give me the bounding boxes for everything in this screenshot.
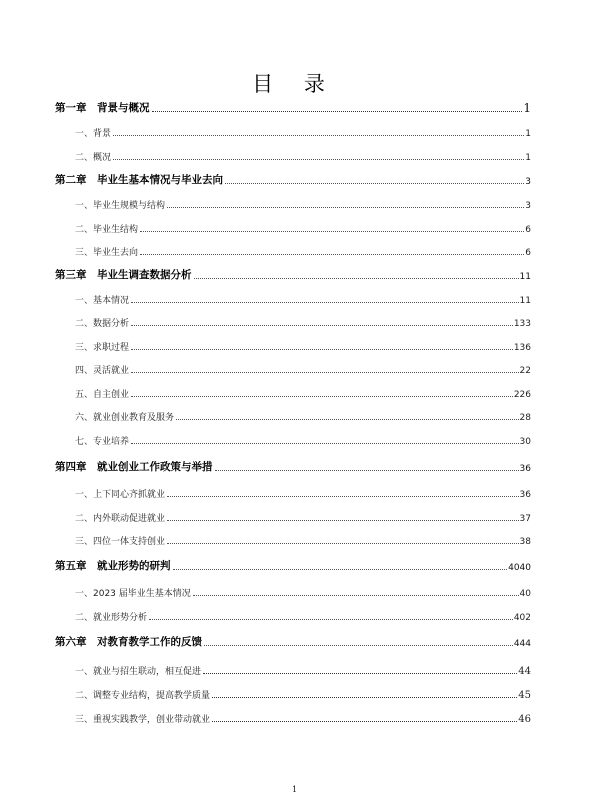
dot-leader — [131, 349, 513, 350]
dot-leader — [131, 372, 519, 373]
toc-entry-page: 45 — [518, 690, 531, 701]
toc-entry-section[interactable] — [0, 687, 589, 701]
toc-title: 目 录 — [252, 72, 337, 96]
dot-leader — [113, 159, 524, 160]
dot-leader — [204, 645, 513, 646]
toc-entry-page: 1 — [525, 129, 531, 139]
toc-entry-section[interactable] — [0, 315, 589, 329]
toc-entry-section[interactable] — [0, 292, 589, 306]
toc-entry-page: 37 — [519, 514, 531, 524]
dot-leader — [113, 135, 524, 136]
dot-leader — [131, 302, 519, 303]
toc-entry-page: 6 — [525, 248, 531, 258]
toc-entry-page: 402 — [513, 613, 531, 623]
toc-entry-text: 一、上下同心齐抓就业 — [75, 490, 166, 500]
toc-entry-page: 38 — [519, 537, 531, 547]
toc-entry-page: 4040 — [508, 563, 531, 573]
toc-entry-text: 六、就业创业教育及服务 — [75, 413, 175, 423]
toc-entry-page: 44 — [518, 666, 531, 677]
toc-entry-text: 第六章 对教育教学工作的反馈 — [55, 636, 202, 648]
toc-entry-section[interactable] — [0, 125, 589, 139]
toc-entry-text: 一、就业与招生联动，相互促进 — [75, 667, 202, 677]
toc-entry-text: 二、就业形势分析 — [75, 613, 148, 623]
dot-leader — [193, 595, 519, 596]
dot-leader — [167, 520, 519, 521]
toc-entry-text: 四、灵活就业 — [75, 366, 130, 376]
toc-entry-section[interactable] — [0, 409, 589, 423]
toc-entry-page: 28 — [519, 413, 531, 423]
dot-leader — [225, 183, 524, 184]
toc-entry-chapter-6[interactable] — [0, 635, 589, 649]
dot-leader — [194, 278, 519, 279]
toc-entry-chapter-1[interactable] — [0, 101, 589, 115]
toc-entry-text: 二、数据分析 — [75, 319, 130, 329]
toc-entry-text: 第一章 背景与概况 — [55, 102, 150, 114]
toc-entry-section[interactable] — [0, 609, 589, 623]
toc-entry-text: 二、内外联动促进就业 — [75, 514, 166, 524]
toc-entry-section[interactable] — [0, 711, 589, 725]
toc-entry-text: 一、背景 — [75, 129, 112, 139]
toc-entry-section[interactable] — [0, 585, 589, 599]
toc-entry-page: 30 — [519, 437, 531, 447]
toc-entry-text: 第四章 就业创业工作政策与举措 — [55, 461, 213, 473]
dot-leader — [140, 231, 524, 232]
toc-entry-text: 三、求职过程 — [75, 343, 130, 353]
dot-leader — [203, 673, 517, 674]
toc-entry-chapter-3[interactable] — [0, 268, 589, 282]
dot-leader — [215, 470, 519, 471]
dot-leader — [212, 697, 517, 698]
toc-entry-text: 三、四位一体支持创业 — [75, 537, 166, 547]
toc-entry-chapter-5[interactable] — [0, 559, 589, 573]
toc-entry-page: 1 — [525, 153, 531, 163]
toc-entry-text: 一、毕业生规模与结构 — [75, 201, 166, 211]
page-number: 1 — [291, 785, 298, 794]
toc-entry-section[interactable] — [0, 433, 589, 447]
toc-entry-text: 三、毕业生去向 — [75, 248, 139, 258]
dot-leader — [167, 207, 524, 208]
toc-entry-page: 36 — [519, 464, 531, 474]
toc-entry-text: 第二章 毕业生基本情况与毕业去向 — [55, 174, 223, 186]
toc-entry-section[interactable] — [0, 362, 589, 376]
toc-entry-section[interactable] — [0, 244, 589, 258]
toc-entry-page: 1 — [523, 101, 531, 115]
toc-entry-section[interactable] — [0, 510, 589, 524]
toc-entry-chapter-4[interactable] — [0, 460, 589, 474]
toc-entry-page: 6 — [525, 225, 531, 235]
toc-entry-section[interactable] — [0, 663, 589, 677]
toc-entry-page: 11 — [519, 272, 531, 282]
toc-entry-section[interactable] — [0, 221, 589, 235]
toc-entry-section[interactable] — [0, 149, 589, 163]
toc-entry-page: 136 — [513, 343, 531, 353]
toc-entry-text: 二、毕业生结构 — [75, 225, 139, 235]
toc-entry-text: 五、自主创业 — [75, 390, 130, 400]
toc-entry-page: 226 — [513, 390, 531, 400]
toc-entry-text: 二、调整专业结构，提高教学质量 — [75, 691, 211, 701]
dot-leader — [140, 254, 524, 255]
toc-entry-page: 11 — [519, 296, 531, 306]
toc-entry-page: 22 — [519, 366, 531, 376]
dot-leader — [131, 325, 513, 326]
dot-leader — [167, 496, 519, 497]
toc-entry-text: 一、2023 届毕业生基本情况 — [75, 589, 191, 599]
toc-entry-page: 444 — [513, 639, 531, 649]
toc-entry-page: 36 — [519, 490, 531, 500]
toc-entry-section[interactable] — [0, 386, 589, 400]
dot-leader — [212, 721, 517, 722]
toc-entry-text: 第五章 就业形势的研判 — [55, 560, 171, 572]
toc-entry-page: 40 — [519, 589, 531, 599]
toc-entry-section[interactable] — [0, 533, 589, 547]
toc-entry-text: 二、概况 — [75, 153, 112, 163]
dot-leader — [167, 543, 519, 544]
toc-entry-section[interactable] — [0, 197, 589, 211]
toc-entry-section[interactable] — [0, 486, 589, 500]
dot-leader — [149, 619, 513, 620]
toc-entry-section[interactable] — [0, 339, 589, 353]
toc-entry-text: 三、重视实践教学，创业带动就业 — [75, 715, 211, 725]
dot-leader — [131, 443, 519, 444]
toc-entry-chapter-2[interactable] — [0, 173, 589, 187]
dot-leader — [152, 111, 523, 112]
toc-entry-page: 133 — [513, 319, 531, 329]
dot-leader — [176, 419, 519, 420]
toc-entry-page: 3 — [525, 177, 531, 187]
toc-entry-page: 3 — [525, 201, 531, 211]
toc-entry-text: 一、基本情况 — [75, 296, 130, 306]
toc-entry-text: 第三章 毕业生调查数据分析 — [55, 269, 192, 281]
toc-entry-text: 七、专业培养 — [75, 437, 130, 447]
dot-leader — [131, 396, 513, 397]
toc-entry-page: 46 — [518, 714, 531, 725]
dot-leader — [173, 569, 508, 570]
